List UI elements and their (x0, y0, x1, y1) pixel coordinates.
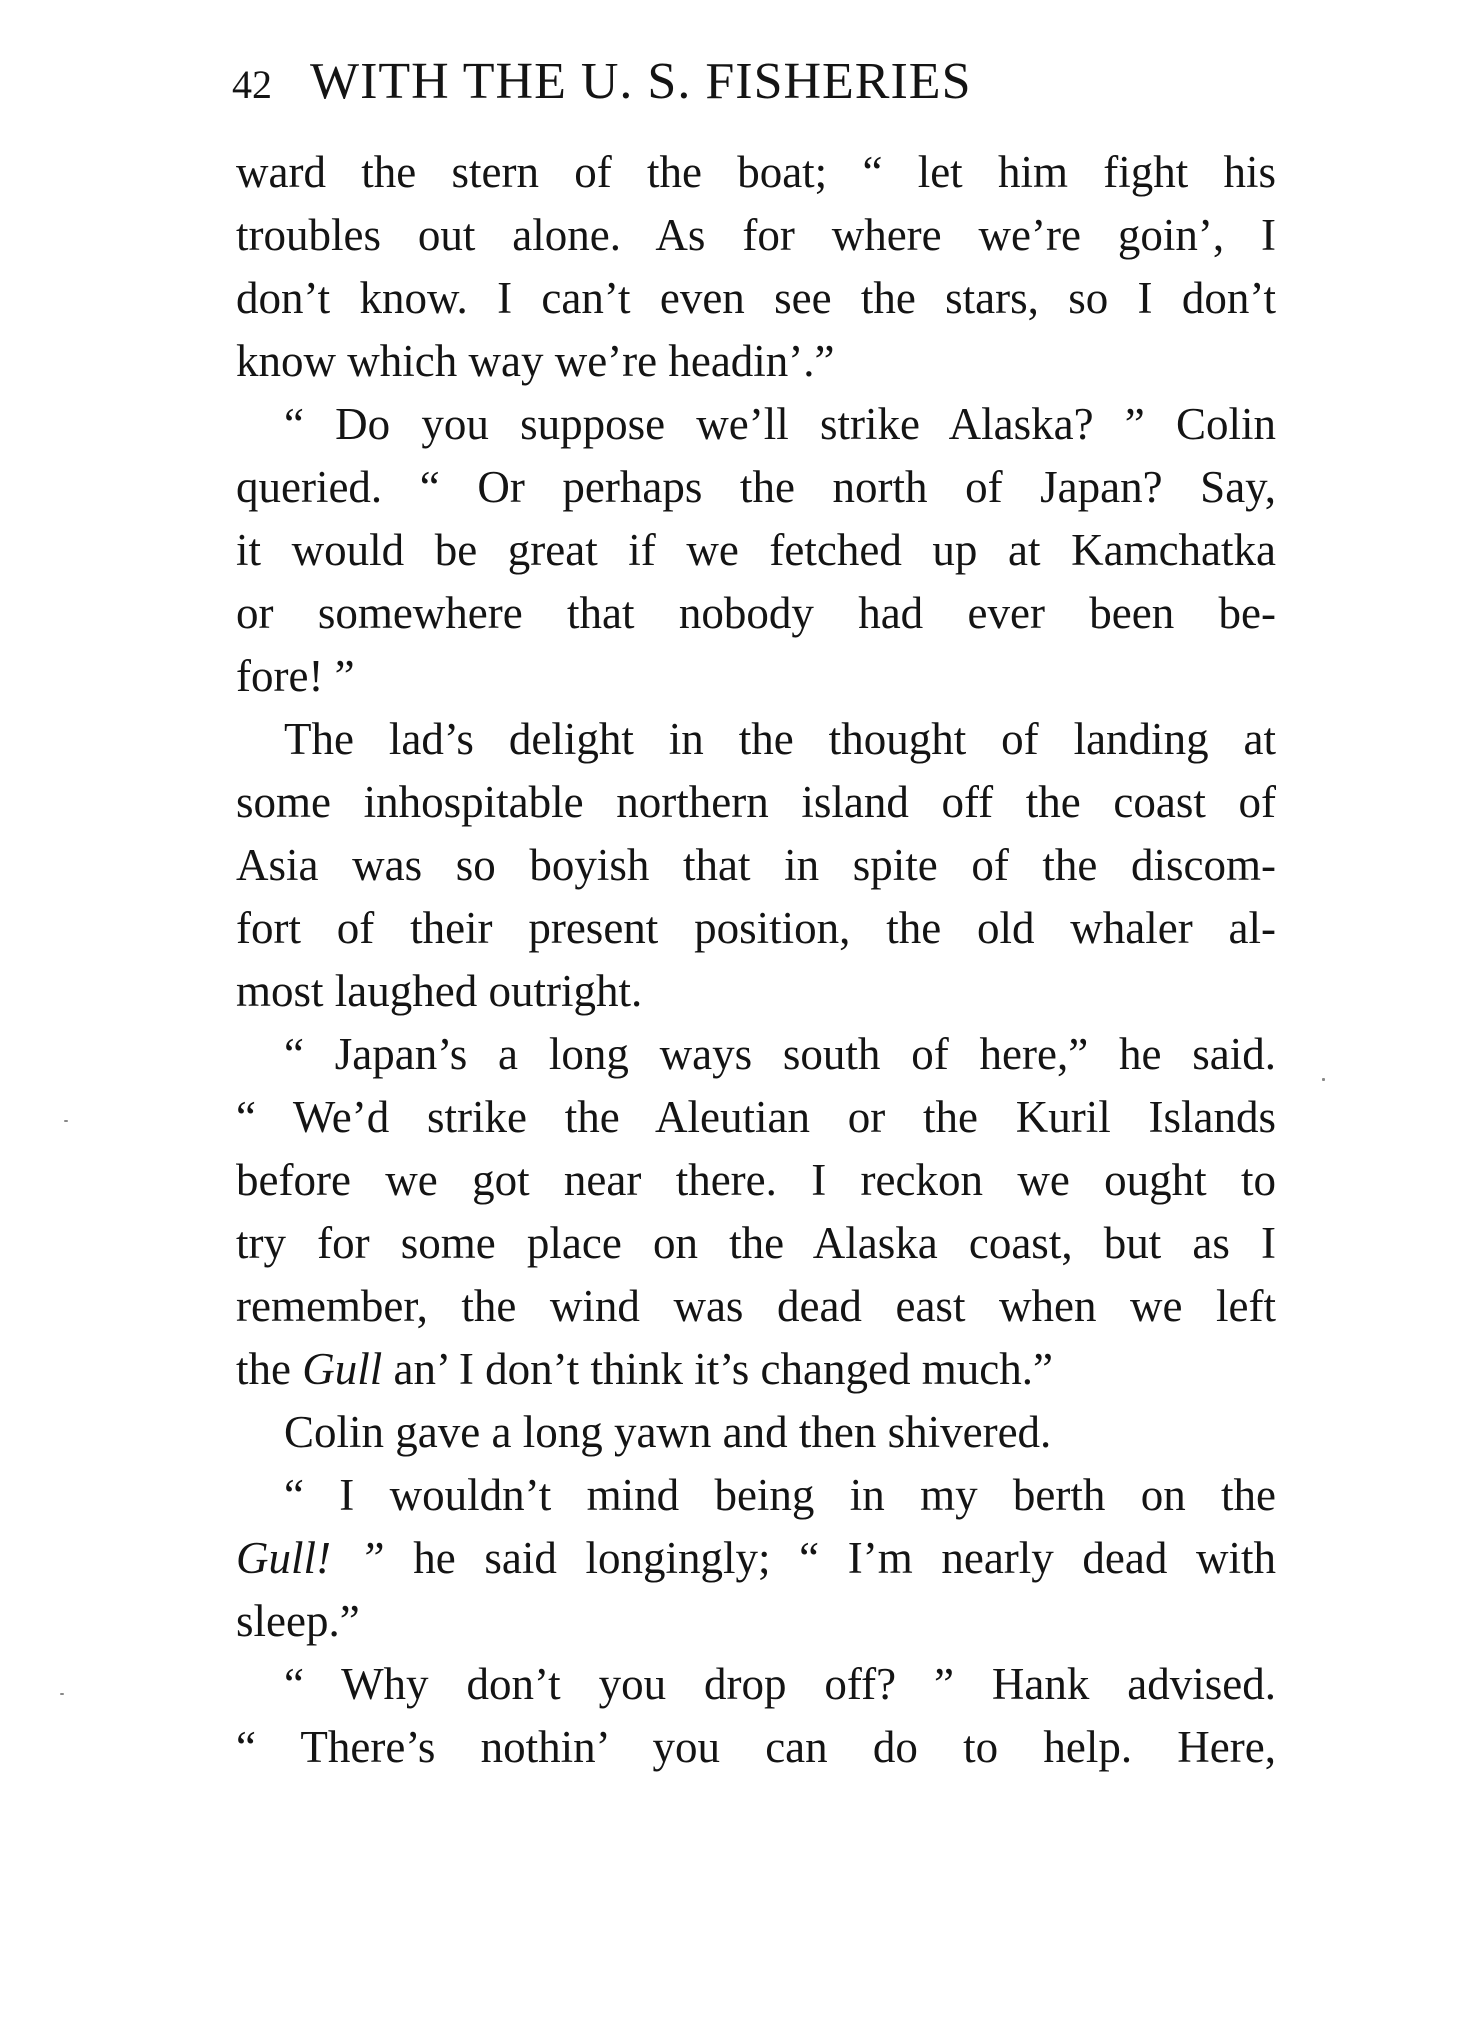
text-segment: he said longingly; “ I’m nearly dead with (384, 1533, 1276, 1583)
text-line: or somewhere that nobody had ever been be- (236, 588, 1276, 638)
body-text (236, 141, 1276, 1779)
text-line: queried. “ Or perhaps the north of Japan? Say, (236, 462, 1276, 512)
ship-name: Gull (302, 1344, 383, 1394)
text-line: Asia was so boyish that in spite of the discom- (236, 840, 1276, 890)
text-line: “ There’s nothin’ you can do to help. Here, (236, 1722, 1276, 1772)
text-line: before we got near there. I reckon we ought to (236, 1155, 1276, 1205)
text-line (236, 1338, 1276, 1401)
text-line: “ Do you suppose we’ll strike Alaska? ” Colin (284, 399, 1276, 449)
paper-speck (1322, 1078, 1325, 1081)
paper-speck (60, 1693, 64, 1695)
text-line: troubles out alone. As for where we’re goin’, I (236, 210, 1276, 260)
text-line: know which way we’re headin’.” (236, 336, 835, 386)
text-line: try for some place on the Alaska coast, but as I (236, 1218, 1276, 1268)
text-line: “ I wouldn’t mind being in my berth on the (284, 1470, 1276, 1520)
text-line: it would be great if we fetched up at Kamchatka (236, 525, 1276, 575)
text-segment: an’ I don’t think it’s changed much.” (382, 1344, 1053, 1394)
text-line: Colin gave a long yawn and then shivered. (284, 1407, 1052, 1457)
page-header (232, 52, 1282, 122)
text-line: fore! ” (236, 651, 355, 701)
text-line (236, 1527, 1276, 1590)
running-head: WITH THE U. S. FISHERIES (310, 53, 972, 110)
text-line: most laughed outright. (236, 966, 643, 1016)
text-line: sleep.” (236, 1596, 360, 1646)
text-line: “ Japan’s a long ways south of here,” he said. (284, 1029, 1276, 1079)
text-line: remember, the wind was dead east when we left (236, 1281, 1276, 1331)
page-number: 42 (232, 62, 272, 107)
text-line: “ We’d strike the Aleutian or the Kuril Islands (236, 1092, 1276, 1142)
ship-name: Gull! ” (236, 1533, 385, 1583)
text-line: fort of their present position, the old whaler al- (236, 903, 1276, 953)
paper-speck (64, 1120, 68, 1122)
text-line: ward the stern of the boat; “ let him fight his (236, 147, 1276, 197)
text-segment: the (236, 1344, 303, 1394)
text-line: The lad’s delight in the thought of landing at (284, 714, 1276, 764)
text-line: don’t know. I can’t even see the stars, so I don’t (236, 273, 1276, 323)
text-line: some inhospitable northern island off the coast of (236, 777, 1276, 827)
text-line: “ Why don’t you drop off? ” Hank advised. (284, 1659, 1276, 1709)
